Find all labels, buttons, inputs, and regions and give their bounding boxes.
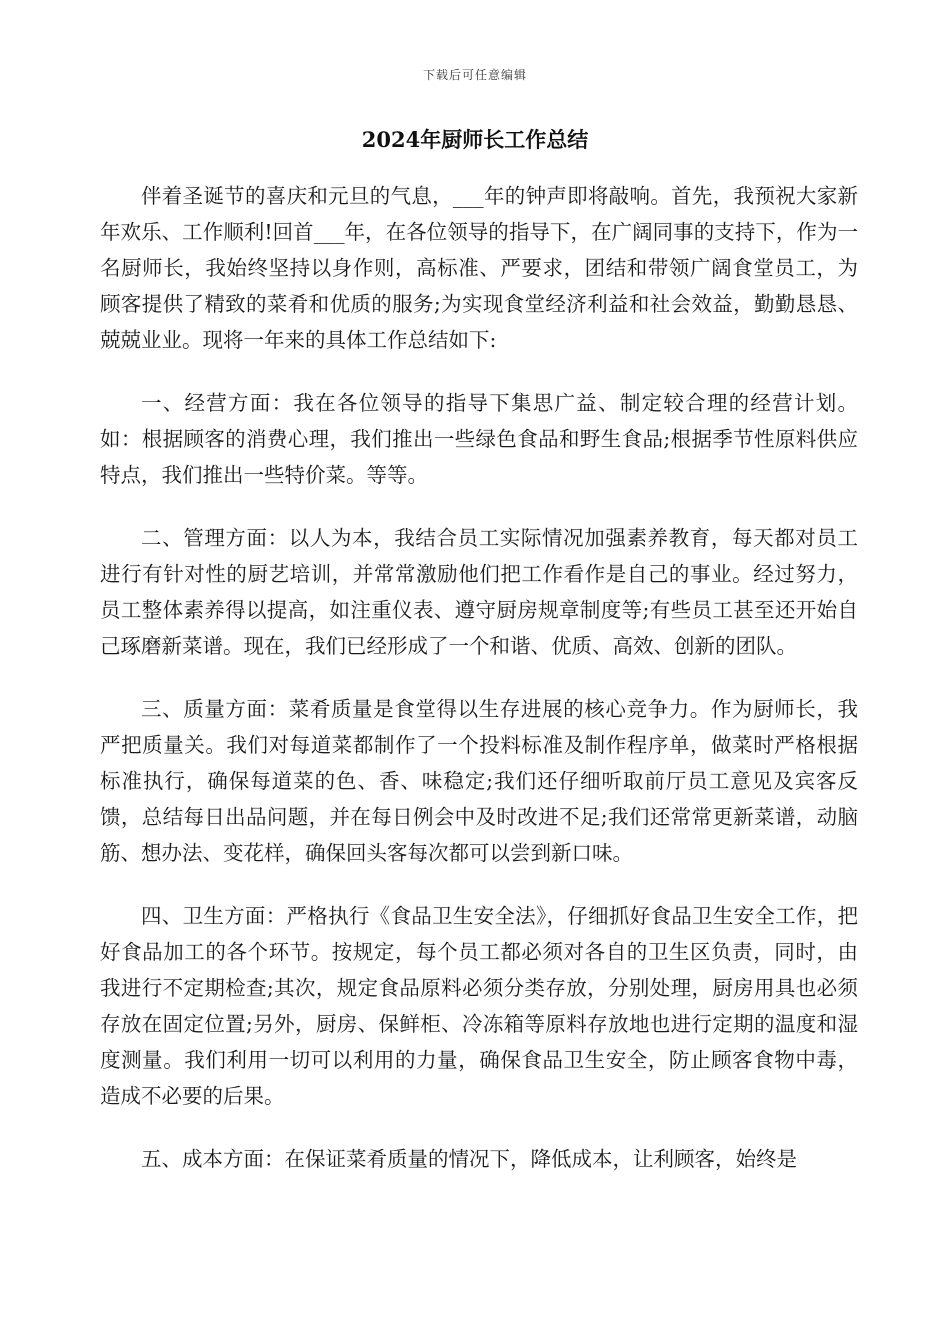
paragraph-quality: 三、质量方面：菜肴质量是食堂得以生存进展的核心竞争力。作为厨师长，我严把质量关。我们对每道菜都制作了一个投料标准及制作程序单，做菜时严格根据标准执行，确保每道菜的色、香、味稳定;我们还仔细听取前厅员工意见及宾客反馈，总结每日出品问题，并在每日例会中及时改进不足;我们还常常更新菜谱，动脑筋、想办法、变花样，确保回头客每次都可以尝到新口味。 — [100, 697, 858, 865]
page-header-note: 下载后可任意编辑 — [422, 68, 527, 82]
paragraph-management: 二、管理方面：以人为本，我结合员工实际情况加强素养教育，每天都对员工进行有针对性的厨艺培训，并常常激励他们把工作看作是自己的事业。经过努力，员工整体素养得以提高，如注重仪表、遵守厨房规章制度等;有些员工甚至还开始自己琢磨新菜谱。现在，我们已经形成了一个和谐、优质、高效、创新的团队。 — [100, 526, 858, 658]
paragraph-cost: 五、成本方面：在保证菜肴质量的情况下，降低成本，让利顾客，始终是 — [141, 1147, 797, 1171]
paragraph-operations: 一、经营方面：我在各位领导的指导下集思广益、制定较合理的经营计划。如：根据顾客的消费心理，我们推出一些绿色食品和野生食品;根据季节性原料供应特点，我们推出一些特价菜。等等。 — [100, 391, 858, 487]
document-title: 2024年厨师长工作总结 — [361, 127, 589, 152]
paragraph-hygiene: 四、卫生方面：严格执行《食品卫生安全法》，仔细抓好食品卫生安全工作，把好食品加工的各个环节。按规定，每个员工都必须对各自的卫生区负责，同时，由我进行不定期检查;其次，规定食品原料必须分类存放，分别处理，厨房用具也必须存放在固定位置;另外，厨房、保鲜柜、冷冻箱等原料存放地也进行定期的温度和湿度测量。我们利用一切可以利用的力量，确保食品卫生安全，防止顾客食物中毒，造成不必要的后果。 — [100, 904, 858, 1108]
document-body — [100, 178, 858, 1204]
paragraph-intro: 伴着圣诞节的喜庆和元旦的气息，___年的钟声即将敲响。首先，我预祝大家新年欢乐、工作顺利!回首___年，在各位领导的指导下，在广阔同事的支持下，作为一名厨师长，我始终坚持以身作则，高标准、严要求，团结和带领广阔食堂员工，为顾客提供了精致的菜肴和优质的服务;为实现食堂经济利益和社会效益，勤勤恳恳、兢兢业业。现将一年来的具体工作总结如下: — [100, 184, 858, 352]
